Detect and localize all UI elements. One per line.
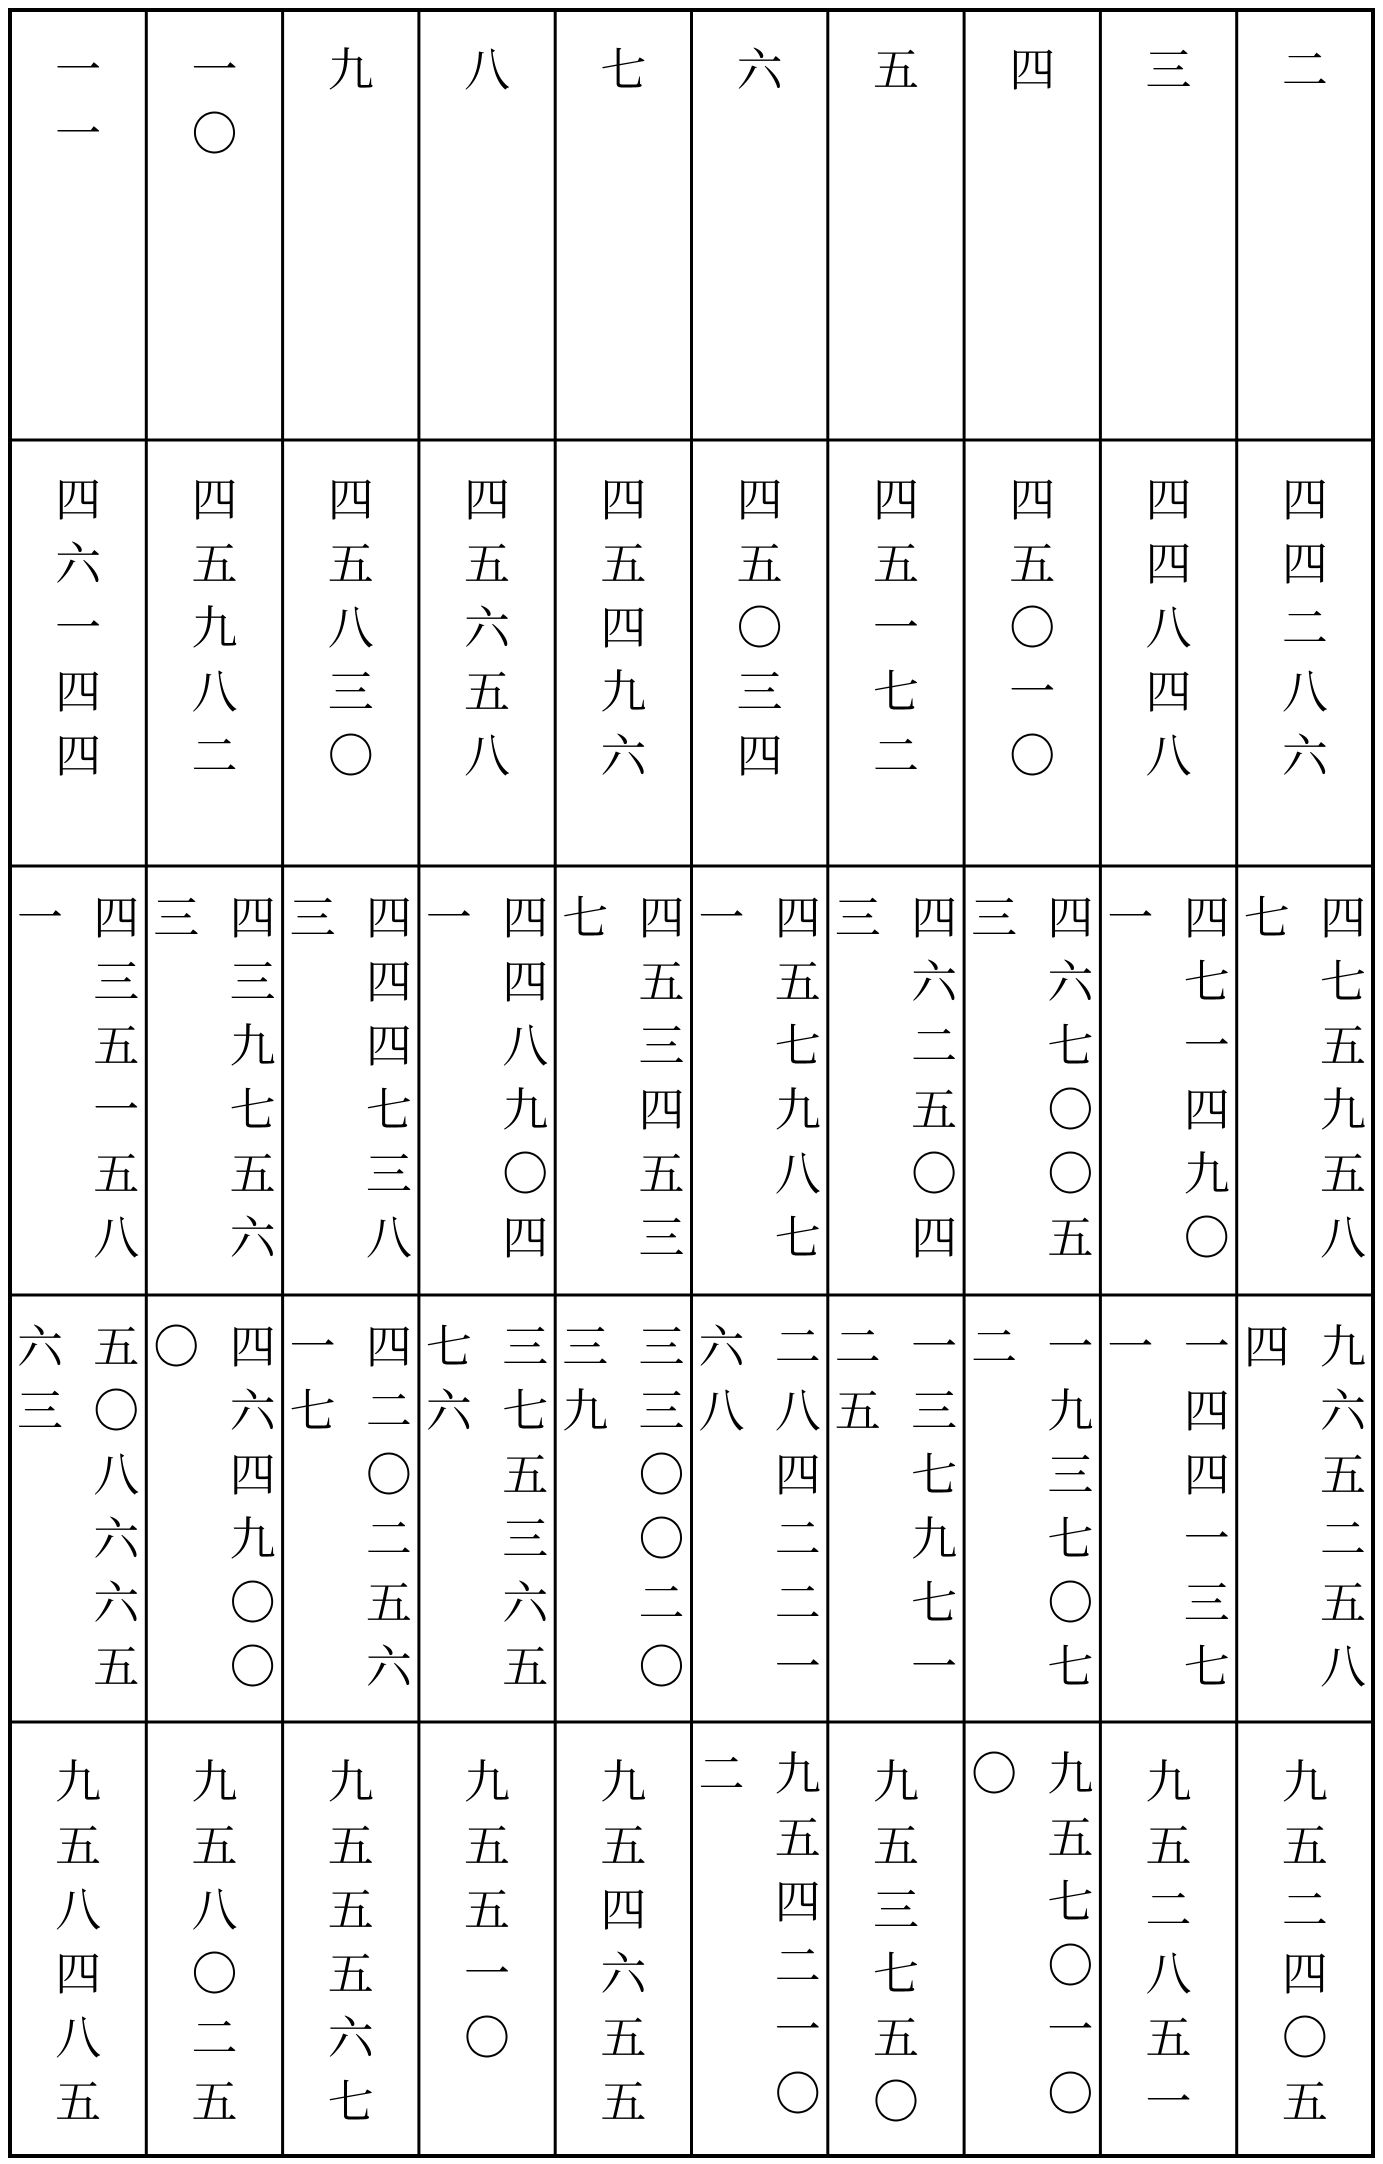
cell-text: 九五五一〇 <box>464 1755 511 2065</box>
cell-text: 一一 <box>55 43 102 161</box>
table-cell-value-d <box>55 1755 101 2129</box>
cell-text: 三 <box>1145 43 1192 97</box>
cell-text: 二 <box>1281 43 1328 97</box>
table-cell-value-b <box>153 891 276 1265</box>
table-cell-value-c <box>153 1320 276 1694</box>
table-cell-column-header <box>737 43 784 97</box>
cell-text: 四七一四九〇一 <box>1107 891 1230 1265</box>
table-cell-value-b <box>1107 891 1229 1265</box>
table-cell-value-d <box>699 1747 821 2121</box>
cell-text: 四二〇二五六一七 <box>289 1320 412 1694</box>
cell-text: 九五七〇一〇〇 <box>971 1747 1094 2121</box>
table-cell-value-d <box>1146 1755 1192 2129</box>
cell-text: 五〇八六六五六三 <box>17 1320 140 1694</box>
table-cell-value-b <box>699 891 821 1265</box>
cell-text: 九五四二一〇二 <box>698 1747 821 2121</box>
cell-text: 四六二五〇四三 <box>834 891 958 1265</box>
table-cell-value-b <box>290 891 412 1265</box>
table-cell-value-d <box>464 1755 510 2065</box>
cell-text: 七 <box>600 43 647 97</box>
table-cell-value-a <box>873 473 919 783</box>
table-cell-column-header <box>873 43 919 97</box>
table-cell-value-b <box>835 891 958 1265</box>
table-cell-value-c <box>699 1320 821 1694</box>
cell-text: 四五九八二 <box>191 473 238 783</box>
cell-text: 九五二八五一 <box>1145 1755 1192 2129</box>
cell-text: 四六七〇〇五三 <box>971 891 1094 1265</box>
cell-text: 四四八四八 <box>1145 473 1192 783</box>
table-cell-value-a <box>1146 473 1192 783</box>
table-cell-value-d <box>873 1755 919 2129</box>
cell-text: 四五三四五三七 <box>562 891 685 1265</box>
cell-text: 四三九七五六三 <box>153 891 276 1265</box>
table-cell-value-c <box>562 1320 684 1694</box>
table-cell-value-d <box>191 1755 237 2129</box>
table-cell-column-header <box>464 43 510 97</box>
cell-text: 九五八四八五 <box>55 1755 102 2129</box>
table-cell-value-d <box>600 1755 647 2129</box>
cell-text: 一九三七〇七二 <box>971 1320 1094 1694</box>
cell-text: 九五五五六七 <box>327 1755 374 2129</box>
cell-text: 四四八九〇四一 <box>425 891 549 1265</box>
cell-text: 四四四七三八三 <box>289 891 412 1265</box>
cell-text: 四六四九〇〇〇 <box>153 1320 276 1694</box>
table-cell-column-header <box>191 43 237 161</box>
table-cell-value-b <box>426 891 548 1265</box>
table-cell-value-a <box>55 473 102 783</box>
table-cell-value-d <box>971 1747 1093 2121</box>
table-cell-value-b <box>562 891 684 1265</box>
cell-text: 一〇 <box>191 43 238 161</box>
table-cell-value-c <box>426 1320 549 1694</box>
table-cell-value-d <box>328 1755 375 2129</box>
cell-text: 八 <box>464 43 511 97</box>
table-cell-value-a <box>737 473 783 783</box>
cell-text: 九六五二五八四 <box>1243 1320 1366 1694</box>
table-cell-column-header <box>55 43 101 161</box>
cell-text: 六 <box>736 43 783 97</box>
cell-text: 二八四二二一六八 <box>698 1320 821 1694</box>
cell-text: 九五八〇二五 <box>191 1755 238 2129</box>
cell-text: 三七五三六五七六 <box>425 1320 549 1694</box>
table-cell-column-header <box>600 43 646 97</box>
cell-text: 四五七九八七一 <box>698 891 821 1265</box>
cell-text: 四五一七二 <box>872 473 919 783</box>
table-cell-value-c <box>17 1320 140 1694</box>
cell-text: 九五四六五五 <box>600 1755 647 2129</box>
table-cell-value-a <box>328 473 374 783</box>
cell-text: 九五三七五〇 <box>872 1755 919 2129</box>
cell-text: 四 <box>1009 43 1056 97</box>
table-cell-value-c <box>290 1320 413 1694</box>
cell-text: 四五〇一〇 <box>1009 473 1056 783</box>
cell-text: 九五二四〇五 <box>1281 1755 1328 2129</box>
cell-text: 四五〇三四 <box>736 473 783 783</box>
table-cell-value-b <box>17 891 139 1265</box>
table-cell-column-header <box>1282 43 1328 97</box>
table-cell-value-a <box>191 473 237 783</box>
table-cell-value-a <box>1282 473 1329 783</box>
cell-text: 五 <box>872 43 919 97</box>
table-cell-value-c <box>971 1320 1093 1694</box>
table-cell-value-b <box>1244 891 1366 1265</box>
cell-text: 四五四九六 <box>600 473 647 783</box>
cell-text: 四四二八六 <box>1281 473 1328 783</box>
cell-text: 四五六五八 <box>464 473 511 783</box>
table-cell-value-b <box>971 891 1094 1265</box>
cell-text: 九 <box>327 43 374 97</box>
table-cell-column-header <box>328 43 374 97</box>
table-cell-column-header <box>1009 43 1055 97</box>
cell-text: 四三五一五八一 <box>17 891 140 1265</box>
cell-text: 一三七九七一二五 <box>834 1320 958 1694</box>
table-cell-column-header <box>1146 43 1192 97</box>
table-cell-value-a <box>600 473 647 783</box>
cell-text: 一四四一三七一 <box>1107 1320 1230 1694</box>
table-cell-value-d <box>1282 1755 1328 2129</box>
cell-text: 四七五九五八七 <box>1243 891 1366 1265</box>
table-cell-value-c <box>1244 1320 1367 1694</box>
cell-text: 三三〇〇二〇三九 <box>562 1320 685 1694</box>
table-cell-value-a <box>464 473 511 783</box>
cell-text: 四六一四四 <box>55 473 102 783</box>
cell-text: 四五八三〇 <box>327 473 374 783</box>
table-cell-value-c <box>1107 1320 1229 1694</box>
table-cell-value-a <box>1009 473 1055 783</box>
table-cell-value-c <box>835 1320 957 1694</box>
